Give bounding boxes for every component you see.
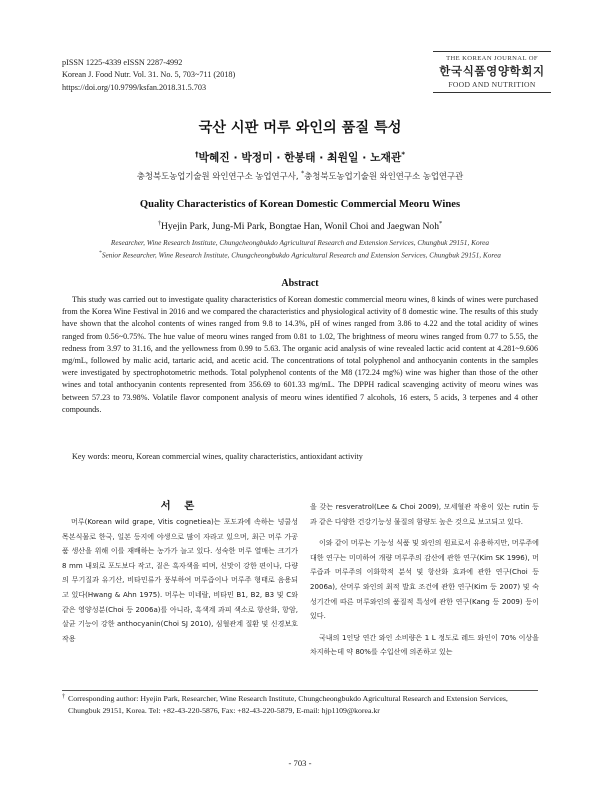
senior-mark: * — [401, 150, 406, 159]
footnote-mark: † — [62, 693, 66, 700]
keywords: Key words: meoru, Korean commercial wines, quality characteristics, antioxidant activity — [72, 452, 363, 461]
affiliation-korean-b: 충청북도농업기술원 와인연구소 농업연구관 — [304, 171, 464, 181]
abstract-body: This study was carried out to investigate quality characteristics of Korean domestic commercial meoru wines, 8 kinds of wines were purchased from the Korea Wine Festival in 2016 and we compared the characteristics and physiological activity of 8 domestic wine. The results of this study have shown that the alcohol contents of wines ranged from 9.8 to 14.3%, pH of wines ranged from 3.86 to 4.22 and the total acidity of wines ranged from 0.56~0.75%. The hue value of meoru wines ranged from 0.81 to 1.02, The brightness of meoru wines ranged from 0.77 to 5.55, the redness from 3.97 to 31.16, and the yellowness from 0.99 to 5.63. The organic acid analysis of wine revealed lactic acid content at 4.281~9.606 mg/mL, followed by malic acid, tartaric acid, and acetic acid. The concentrations of total polyphenol and anthocyanin contents in the samples were investigated by spectrophotometric methods. Total polyphenol contents of the M8 (172.24 mg%) wine was higher than those of the other wines and total anthocyanin contents represented from 356.69 to 601.33 mg/mL. The DPPH radical scavenging activity of meoru wines was between 57.23 to 73.98%. Volatile flavor component analysis of meoru wines identified 7 alcohols, 16 esters, 5 acids, 3 terpenes and 4 other compounds. — [62, 295, 538, 414]
corresponding-mark-en: † — [157, 220, 161, 227]
paragraph: 이와 같이 머루는 기능성 식품 및 와인의 원료로서 유용하지만, 머루주에 대한 연구는 미미하여 개량 머루주의 감산에 관한 연구(Kim SK 1996), 머루즙과 머루주의 이화학적 분석 및 항산화 효과에 관한 연구(Choi 등 2006a), 산머루 와인의 최적 발효 조건에 관한 연구(Kim 등 2007) 및 숙성기간에 따른 머루와인의 품질적 특성에 관한 연구(Kang 등 2009) 등이 있다. — [310, 538, 539, 621]
section-heading-introduction: 서 론 — [160, 500, 200, 512]
journal-name-korean: 한국식품영양학회지 — [439, 64, 545, 78]
page-number: - 703 - — [288, 758, 312, 768]
journal-name-english: FOOD AND NUTRITION — [448, 80, 536, 89]
issn-line: pISSN 1225-4339 eISSN 2287-4992 — [62, 58, 183, 67]
paragraph-gap — [310, 624, 539, 631]
logo-top-rule — [433, 51, 551, 52]
footnote-rule — [62, 690, 538, 691]
logo-bottom-rule — [433, 92, 551, 93]
authors-english — [0, 220, 600, 232]
affiliation-korean-a: 충청북도농업기술원 와인연구소 농업연구사, — [136, 171, 302, 181]
left-column — [62, 515, 298, 646]
paragraph: 국내의 1인당 연간 와인 소비량은 1 L 정도로 레드 와인이 70% 이상을 차지하는데 약 80%를 수입산에 의존하고 있는 — [310, 632, 539, 657]
journal-citation — [62, 57, 235, 94]
paragraph: 머루(Korean wild grape, Vitis cognetiea)는 포도과에 속하는 넝쿨성 목본식물로 한국, 일본 등지에 야생으로 많이 자라고 있으며, 최근 머루 가공품 생산을 위해 이를 재배하는 농가가 늘고 있다. 성숙한 머루 열매는 크기가 8 mm 내외로 포도보다 작고, 짙은 흑자색을 띠며, 신맛이 강한 편이나, 다량의 무기질과 유기산, 비타민류가 풍부하여 머루즙이나 머루주 형태로 음용되고 있다(Hwang & Ahn 1975). 머루는 미네랄, 비타민 B1, B2, B3 및 C와 같은 영양성분(Choi 등 2006a)를 아니라, 흑색계 과피 색소로 항산화, 항암, 살균 기능이 강한 anthocyanin(Choi SJ 2010), 심혈관계 질환 및 신경보호 작용 — [62, 517, 298, 643]
authors-korean — [0, 150, 600, 165]
title-english: Quality Characteristics of Korean Domestic Commercial Meoru Wines — [139, 199, 461, 210]
affiliation-mark-en: * — [99, 250, 102, 256]
footnote — [62, 693, 538, 716]
paragraph-gap — [310, 529, 539, 536]
authors-english-names: Hyejin Park, Jung-Mi Park, Bongtae Han, Wonil Choi and Jaegwan Noh — [160, 221, 440, 233]
abstract-heading: Abstract — [281, 278, 319, 289]
right-column — [310, 500, 539, 660]
journal-name-top: THE KOREAN JOURNAL OF — [446, 55, 538, 62]
title-korean: 국산 시판 머루 와인의 품질 특성 — [198, 120, 402, 136]
affiliation-english-2 — [0, 250, 600, 259]
affiliation-mark: * — [301, 170, 305, 178]
authors-korean-names: 박혜진 · 박정미 · 한봉태 · 최원일 · 노재관 — [198, 151, 402, 164]
senior-mark-en: * — [439, 220, 443, 227]
journal-logo-block — [433, 51, 551, 93]
doi-link[interactable]: https://doi.org/10.9799/ksfan.2018.31.5.703 — [62, 82, 207, 92]
affiliation-korean — [0, 170, 600, 182]
affiliation-english-2-text: Senior Researcher, Wine Research Institute, Chungcheongbukdo Agricultural Research and Extension Services, Chungbuk 29151, Korea — [101, 250, 501, 260]
volume-line: Korean J. Food Nutr. Vol. 31. No. 5, 703~711 (2018) — [62, 70, 236, 80]
affiliation-english-1: Researcher, Wine Research Institute, Chungcheongbukdo Agricultural Research and Extension Services, Chungbuk 29151, Korea — [110, 238, 490, 247]
footnote-text: Corresponding author: Hyejin Park, Researcher, Wine Research Institute, Chungcheongbukdo Agricultural Research and Extension Services, Chungbuk 29151, Korea. Tel: +82-43-220-5876, Fax: +82-43-220-5879, E-mail: hjp1109@korea.kr — [68, 694, 508, 715]
paragraph: 을 갖는 resveratrol(Lee & Choi 2009), 모세혈관 작용이 있는 rutin 등과 같은 다양한 건강기능성 물질의 함량도 높은 것으로 보고되고 있다. — [310, 502, 539, 526]
corresponding-mark: † — [194, 150, 199, 159]
